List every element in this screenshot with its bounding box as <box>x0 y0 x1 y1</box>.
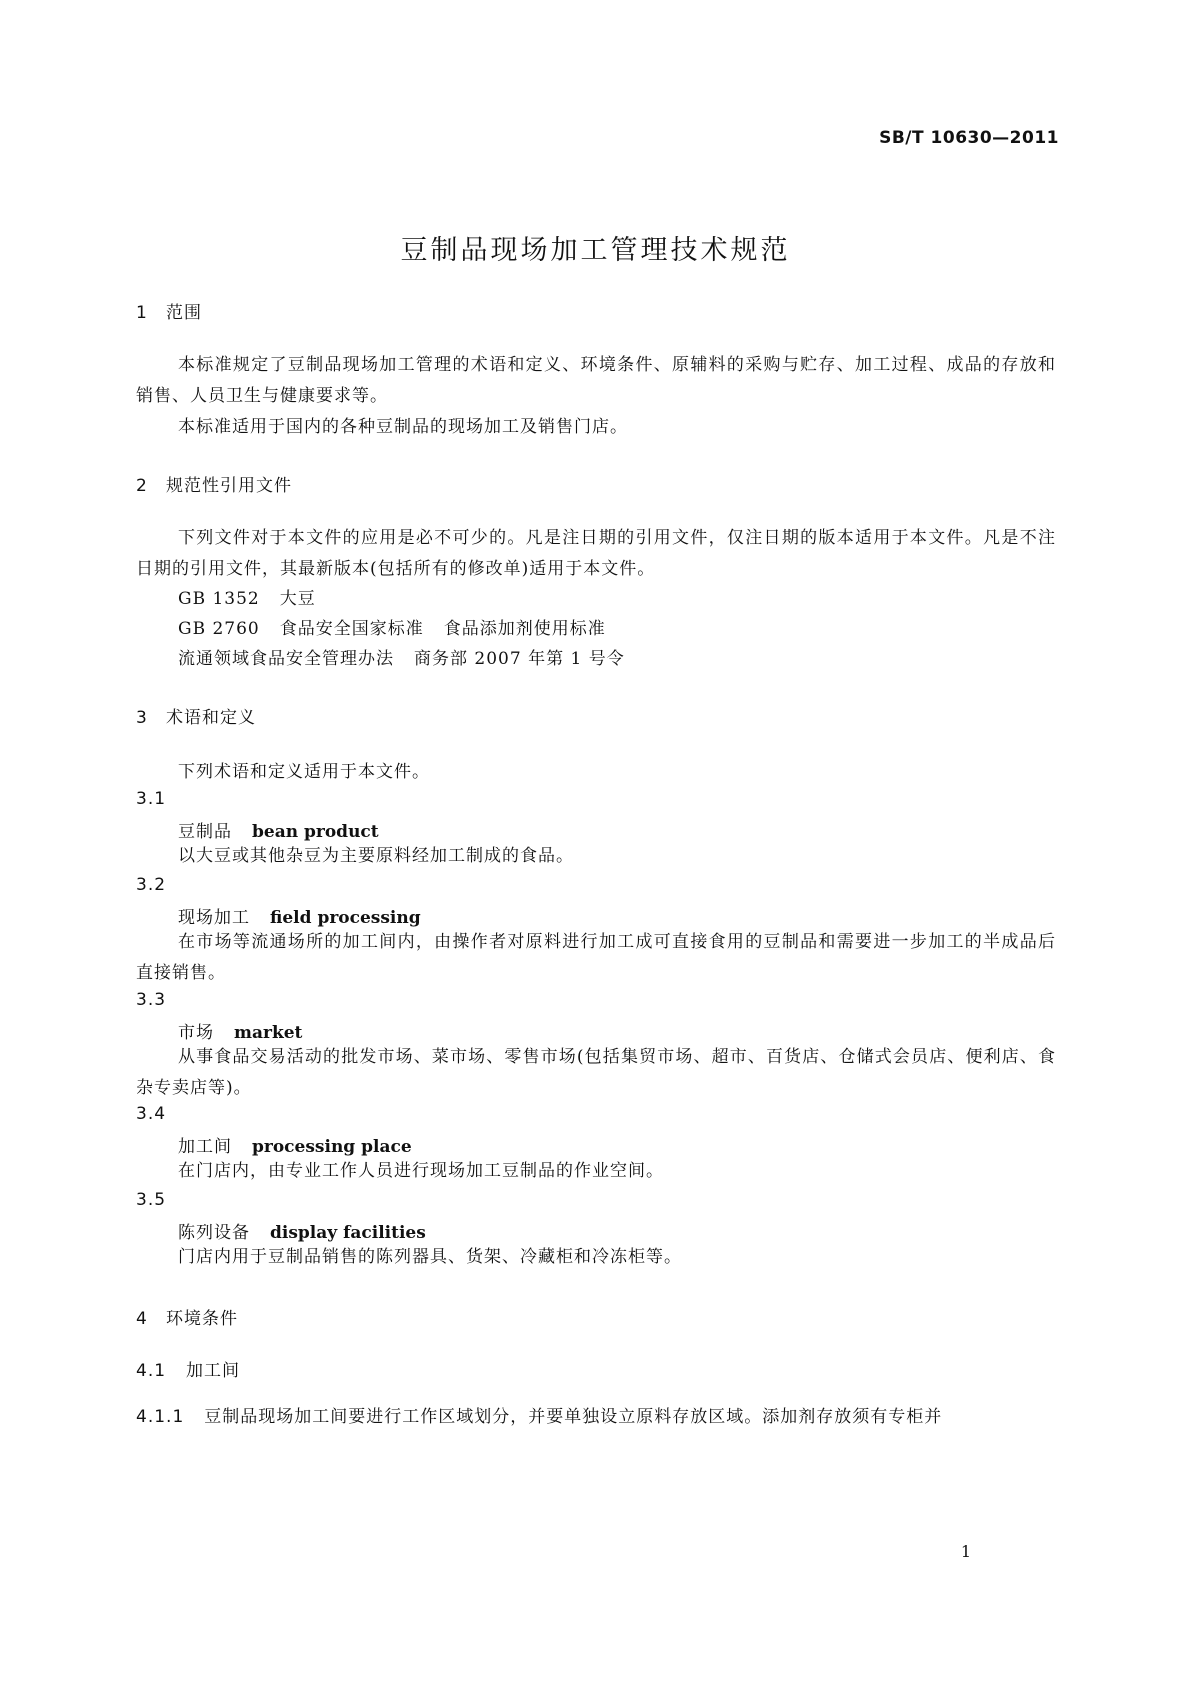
section-title: 环境条件 <box>166 1309 238 1329</box>
reference-circulation-regulation <box>178 644 625 675</box>
standard-code: SB/T 10630—2011 <box>879 128 1059 148</box>
section-3-paragraph-1: 下列术语和定义适用于本文件。 <box>178 762 430 782</box>
term-number: 3.4 <box>136 1104 167 1124</box>
subsection-number: 4.1 <box>136 1361 167 1381</box>
term-zh: 市场 <box>178 1023 214 1043</box>
section-number: 4 <box>136 1309 148 1329</box>
term-number: 3.1 <box>136 789 167 809</box>
section-2-heading <box>136 471 292 496</box>
reference-code: GB 1352 <box>178 589 260 609</box>
reference-subtitle: 食品添加剂使用标准 <box>443 619 606 639</box>
term-number: 3.3 <box>136 990 167 1010</box>
section-number: 2 <box>136 476 148 496</box>
term-en: bean product <box>252 822 379 842</box>
term-definition: 在市场等流通场所的加工间内，由操作者对原料进行加工成可直接食用的豆制品和需要进一步加工的半成品后直接销售。 <box>136 932 1056 983</box>
page-number: 1 <box>960 1542 971 1561</box>
term-field-processing <box>178 903 421 928</box>
term-zh: 陈列设备 <box>178 1223 250 1243</box>
term-en: display facilities <box>270 1223 426 1243</box>
term-definition: 以大豆或其他杂豆为主要原料经加工制成的食品。 <box>178 846 574 866</box>
reference-gb2760 <box>178 614 606 645</box>
term-zh: 豆制品 <box>178 822 232 842</box>
reference-title: 流通领域食品安全管理办法 <box>178 649 394 669</box>
term-en: market <box>234 1023 303 1043</box>
document-title: 豆制品现场加工管理技术规范 <box>400 235 791 266</box>
reference-title: 食品安全国家标准 <box>279 619 424 639</box>
term-number: 3.2 <box>136 875 167 895</box>
section-number: 3 <box>136 708 148 728</box>
reference-title: 大豆 <box>279 589 316 609</box>
section-title: 范围 <box>166 303 202 323</box>
term-zh: 现场加工 <box>178 908 250 928</box>
subsection-title: 加工间 <box>186 1361 241 1381</box>
term-definition: 从事食品交易活动的批发市场、菜市场、零售市场(包括集贸市场、超市、百货店、仓储式会员店、便利店、食杂专卖店等)。 <box>136 1047 1056 1098</box>
term-definition: 在门店内，由专业工作人员进行现场加工豆制品的作业空间。 <box>178 1161 664 1181</box>
section-1-paragraph-1: 本标准规定了豆制品现场加工管理的术语和定义、环境条件、原辅料的采购与贮存、加工过程、成品的存放和销售、人员卫生与健康要求等。 <box>136 355 1056 406</box>
term-bean-product <box>178 817 379 842</box>
term-en: field processing <box>270 908 421 928</box>
section-number: 1 <box>136 303 148 323</box>
clause-number: 4.1.1 <box>136 1407 185 1427</box>
section-1-heading <box>136 298 202 323</box>
section-title: 规范性引用文件 <box>166 476 292 496</box>
reference-code: GB 2760 <box>178 619 260 639</box>
section-3-heading <box>136 703 256 728</box>
subsection-4-1-heading <box>136 1356 240 1381</box>
reference-subtitle: 商务部 2007 年第 1 号令 <box>414 649 625 669</box>
section-2-paragraph-1: 下列文件对于本文件的应用是必不可少的。凡是注日期的引用文件，仅注日期的版本适用于本文件。凡是不注日期的引用文件，其最新版本(包括所有的修改单)适用于本文件。 <box>136 528 1056 579</box>
term-market <box>178 1018 302 1043</box>
clause-4-1-1 <box>136 1402 942 1433</box>
term-en: processing place <box>252 1137 412 1157</box>
term-zh: 加工间 <box>178 1137 232 1157</box>
clause-text: 豆制品现场加工间要进行工作区域划分，并要单独设立原料存放区域。添加剂存放须有专柜并 <box>204 1407 943 1427</box>
term-definition: 门店内用于豆制品销售的陈列器具、货架、冷藏柜和冷冻柜等。 <box>178 1247 682 1267</box>
term-number: 3.5 <box>136 1190 167 1210</box>
reference-gb1352 <box>178 584 316 615</box>
term-processing-place <box>178 1132 412 1157</box>
section-1-paragraph-2: 本标准适用于国内的各种豆制品的现场加工及销售门店。 <box>178 417 628 437</box>
section-4-heading <box>136 1304 238 1329</box>
section-title: 术语和定义 <box>166 708 256 728</box>
term-display-facilities <box>178 1218 426 1243</box>
